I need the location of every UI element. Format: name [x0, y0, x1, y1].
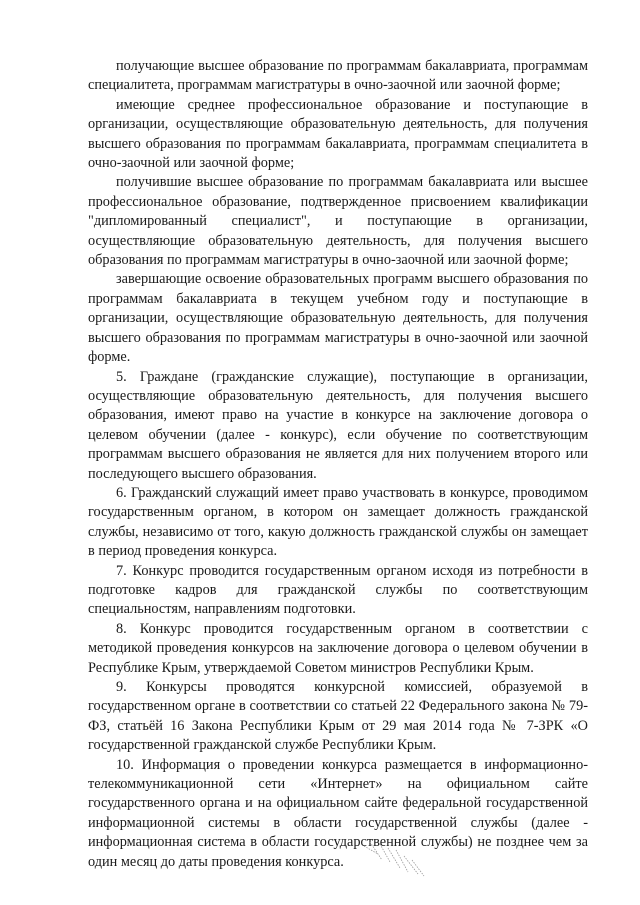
paragraph-completing-bachelor: завершающие освоение образовательных программ высшего образования по программам бакалавриата в текущем учебном году и поступающие в организации, осуществляющие образовательную деятельность, для получения высшего образования по программам магистратуры в очно-заочной или заочной форме.: [88, 271, 588, 366]
paragraph-item-7: 7. Конкурс проводится государственным органом исходя из потребности в подготовке кадров для гражданской службы по соответствующим специальностям, направлениям подготовки.: [88, 562, 588, 618]
paragraph-item-9: 9. Конкурсы проводятся конкурсной комиссией, образуемой в государственном органе в соответствии со статьей 22 Федерального закона № 79-ФЗ, статьёй 16 Закона Республики Крым от 29 мая 2014 года № 7-ЗРК «О государственной гражданской службе Республики Крым.: [88, 679, 588, 754]
paragraph-secondary-professional: имеющие среднее профессиональное образование и поступающие в организации, осуществляющие образовательную деятельность, для получения высшего образования по программам бакалавриата, программам специалитета в очно-заочной или заочной форме;: [88, 96, 588, 172]
paragraph-item-5: 5. Граждане (гражданские служащие), поступающие в организации, осуществляющие образовательную деятельность, для получения высшего образования, имеют право на участие в конкурсе на заключение договора о целевом обучении (далее - конкурс), если обучение по соответствующим программам высшего образования не является для них получением второго или последующего высшего образования.: [88, 368, 588, 482]
pen-mark-scribble: [360, 838, 430, 878]
paragraph-item-10: 10. Информация о проведении конкурса размещается в информационно-телекоммуникационной сети «Интернет» на официальном сайте государственного органа и на официальном сайте федеральной государственной информационной системы в области государственной службы (далее - информационная система в области государственной службы) не позднее чем за один месяц до даты проведения конкурса.: [88, 756, 588, 870]
paragraph-bachelor-graduates: получившие высшее образование по программам бакалавриата или высшее профессиональное образование, подтвержденное присвоением квалификации "дипломированный специалист", и поступающие в организации, осуществляющие образовательную деятельность, для получения высшего образования по программам магистратуры в очно-заочной или заочной форме;: [88, 174, 588, 269]
paragraph-item-8: 8. Конкурс проводится государственным органом в соответствии с методикой проведения конкурсов на заключение договора о целевом обучении в Республике Крым, утверждаемой Советом министров Республики Крым.: [88, 620, 588, 676]
paragraph-item-6: 6. Гражданский служащий имеет право участвовать в конкурсе, проводимом государственным органом, в котором он замещает должность гражданской службы, независимо от того, какую должность гражданской службы он замещает в период проведения конкурса.: [88, 484, 588, 560]
document-body: [88, 57, 588, 872]
paragraph-higher-education-students: получающие высшее образование по программам бакалавриата, программам специалитета, программам магистратуры в очно-заочной или заочной форме;: [88, 58, 588, 94]
